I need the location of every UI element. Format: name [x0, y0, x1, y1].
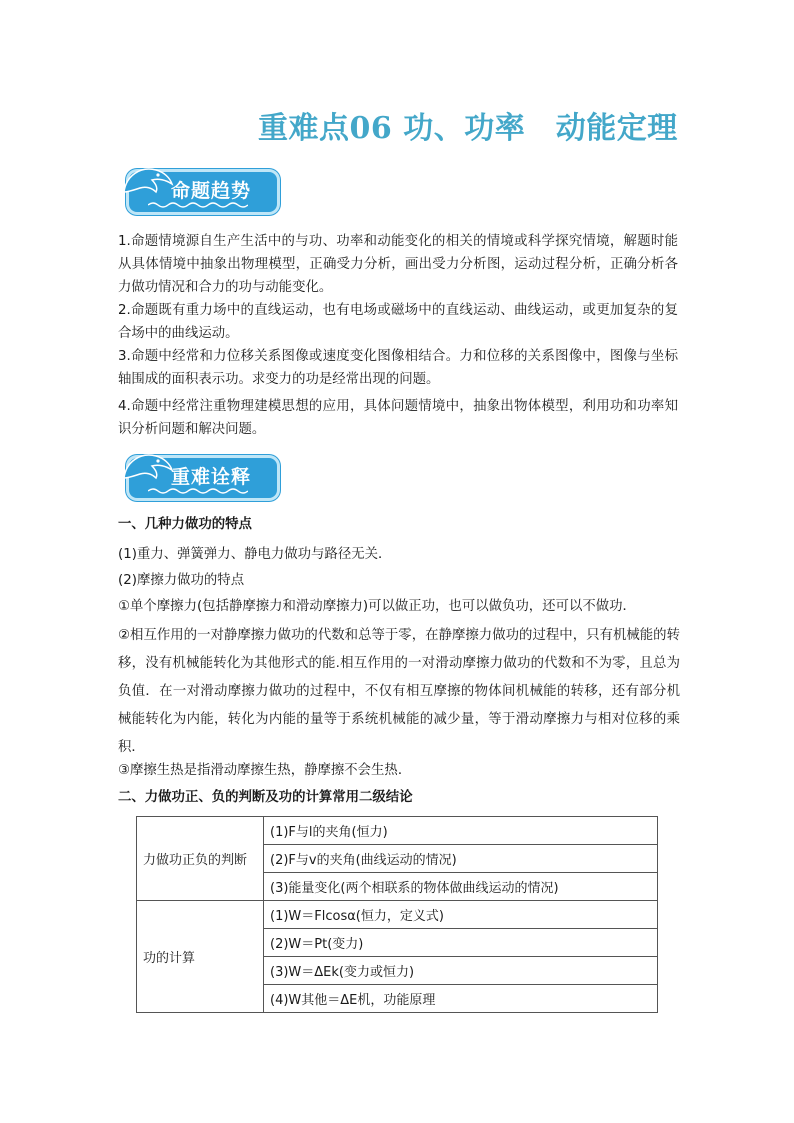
- page-title: 重难点06 功、功率 动能定理: [258, 111, 678, 146]
- trend-paragraph-3: 3.命题中经常和力位移关系图像或速度变化图像相结合。力和位移的关系图像中，图像与坐标轴围成的面积表示功。求变力的功是经常出现的问题。: [118, 349, 678, 387]
- trend-paragraph-2: 2.命题既有重力场中的直线运动，也有电场或磁场中的直线运动、曲线运动，或更加复杂的复合场中的曲线运动。: [118, 303, 678, 341]
- table-row: [137, 817, 658, 845]
- wave-decoration-icon: [148, 487, 248, 495]
- section-1-heading: 一、几种力做功的特点: [118, 517, 252, 532]
- section-1-item-2: (2)摩擦力做功的特点: [118, 573, 245, 588]
- section-1-item-1: (1)重力、弹簧弹力、静电力做功与路径无关．: [118, 547, 392, 562]
- table-row: [137, 901, 658, 929]
- section-2-heading: 二、力做功正、负的判断及功的计算常用二级结论: [118, 790, 413, 805]
- table-cell: (2)F与v的夹角(曲线运动的情况): [264, 845, 658, 873]
- trend-paragraph-4: 4.命题中经常注重物理建模思想的应用，具体问题情境中，抽象出物体模型，利用功和功率知识分析问题和解决问题。: [118, 399, 678, 437]
- table-cell: (2)W＝Pt(变力): [264, 929, 658, 957]
- section-1-point-3: ③摩擦生热是指滑动摩擦生热，静摩擦不会生热．: [118, 763, 412, 778]
- banner-trend: [118, 162, 284, 226]
- summary-table: [136, 816, 658, 1013]
- table-group-1-head: 力做功正负的判断: [137, 817, 264, 901]
- section-1-point-1: ①单个摩擦力(包括静摩擦力和滑动摩擦力)可以做正功，也可以做负功，还可以不做功．: [118, 599, 636, 614]
- trend-paragraph-1: 1.命题情境源自生产生活中的与功、功率和动能变化的相关的情境或科学探究情境，解题时能从具体情境中抽象出物理模型，正确受力分析，画出受力分析图，运动过程分析，正确分析各力做功情况和合力的功与动能变化。: [118, 234, 678, 295]
- table-cell: (3)能量变化(两个相联系的物体做曲线运动的情况): [264, 873, 658, 901]
- table-cell: (3)W＝ΔEk(变力或恒力): [264, 957, 658, 985]
- table-cell: (1)F与l的夹角(恒力): [264, 817, 658, 845]
- section-1-point-2: ②相互作用的一对静摩擦力做功的代数和总等于零，在静摩擦力做功的过程中，只有机械能的转移，没有机械能转化为其他形式的能.相互作用的一对滑动摩擦力做功的代数和不为零，且总为负值．在一对滑动摩擦力做功的过程中，不仅有相互摩擦的物体间机械能的转移，还有部分机械能转化为内能，转化为内能的量等于系统机械能的减少量，等于滑动摩擦力与相对位移的乘积．: [118, 628, 680, 755]
- banner-explain-label: 重难诠释: [170, 466, 251, 488]
- banner-trend-label: 命题趋势: [170, 180, 251, 202]
- banner-explain: [118, 448, 284, 512]
- wave-decoration-icon: [148, 201, 248, 209]
- table-cell: (1)W＝Flcosα(恒力，定义式): [264, 901, 658, 929]
- table-cell: (4)W其他＝ΔE机，功能原理: [264, 985, 658, 1013]
- table-group-2-head: 功的计算: [137, 901, 264, 1013]
